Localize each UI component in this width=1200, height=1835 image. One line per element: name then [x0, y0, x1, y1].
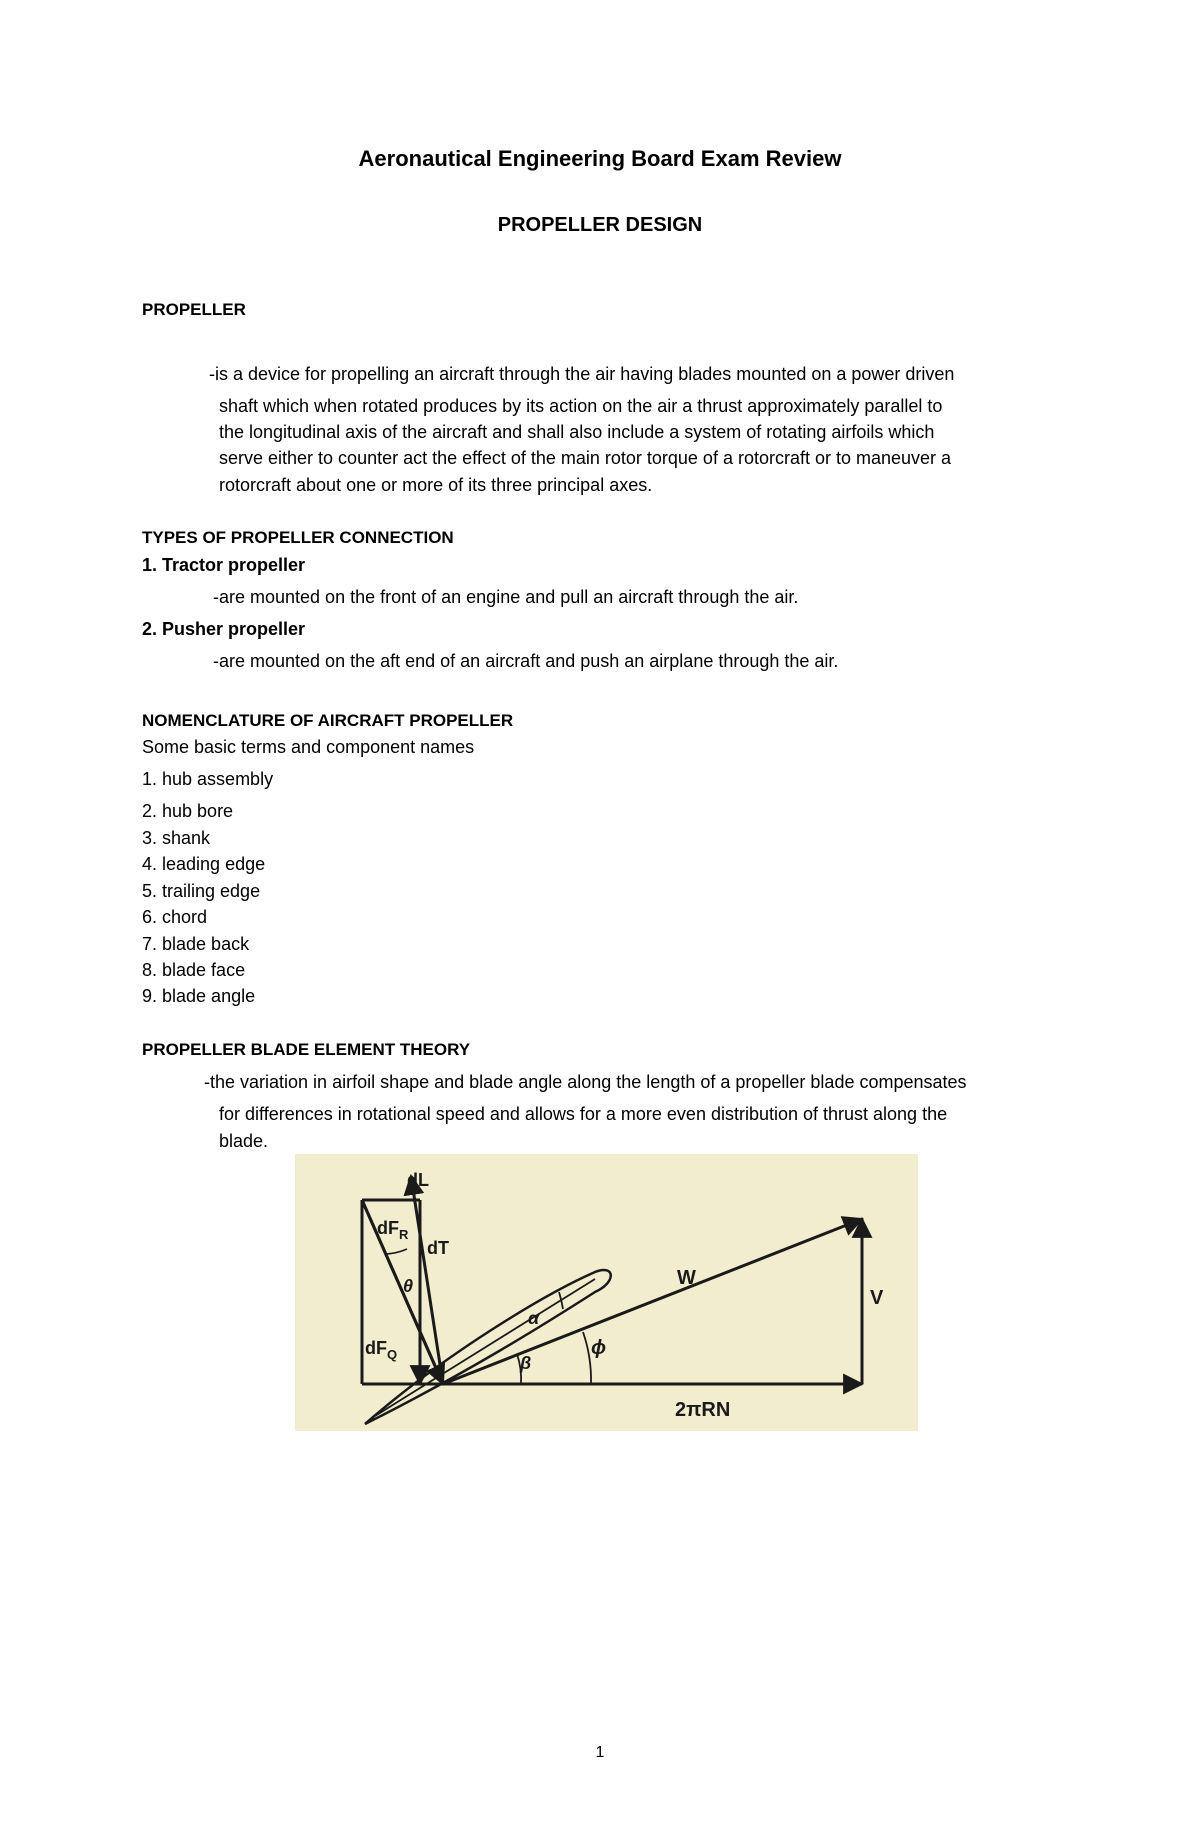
- label-alpha: α: [528, 1308, 540, 1328]
- document-title: Aeronautical Engineering Board Exam Review: [358, 146, 842, 171]
- label-dfq: $dF_Q$: [365, 1338, 398, 1362]
- label-dfr: $dF_R$: [377, 1218, 409, 1242]
- document-subtitle: PROPELLER DESIGN: [497, 214, 703, 236]
- connection-item-tractor-desc: -are mounted on the front of an engine and pull an aircraft through the air.: [213, 587, 799, 607]
- propeller-line-5: rotorcraft about one or more of its three principal axes.: [219, 475, 653, 495]
- label-base: 2πRN: [675, 1399, 731, 1421]
- section-heading-blade-theory: PROPELLER BLADE ELEMENT THEORY: [142, 1040, 471, 1059]
- nomenclature-item: 4. leading edge: [142, 854, 266, 874]
- label-beta: β: [520, 1353, 532, 1373]
- blade-element-svg: [295, 1154, 918, 1431]
- nomenclature-item: 7. blade back: [142, 934, 250, 954]
- w-arrow: [443, 1219, 862, 1384]
- page-number: 1: [595, 1744, 605, 1761]
- nomenclature-item: 9. blade angle: [142, 986, 256, 1006]
- section-heading-propeller: PROPELLER: [142, 300, 246, 319]
- nomenclature-item: 6. chord: [142, 907, 208, 927]
- phi-arc: [583, 1332, 591, 1384]
- label-dl: dL: [407, 1170, 429, 1190]
- blade-theory-line-1: -the variation in airfoil shape and blade angle along the length of a propeller blade compensates: [204, 1072, 967, 1092]
- nomenclature-item: 5. trailing edge: [142, 881, 261, 901]
- propeller-line-1: -is a device for propelling an aircraft through the air having blades mounted on a power driven: [209, 364, 955, 384]
- label-w: W: [677, 1267, 696, 1289]
- dl-arrow: [411, 1176, 443, 1384]
- propeller-line-3: the longitudinal axis of the aircraft and shall also include a system of rotating airfoils which: [219, 422, 935, 442]
- label-phi: ϕ: [591, 1337, 607, 1359]
- theta-arc: [385, 1249, 407, 1254]
- nomenclature-item: 2. hub bore: [142, 801, 234, 821]
- nomenclature-intro: Some basic terms and component names: [142, 737, 475, 757]
- section-heading-connection: TYPES OF PROPELLER CONNECTION: [142, 528, 454, 547]
- section-heading-nomenclature: NOMENCLATURE OF AIRCRAFT PROPELLER: [142, 711, 514, 730]
- propeller-line-4: serve either to counter act the effect of the main rotor torque of a rotorcraft or to maneuver a: [219, 448, 952, 468]
- blade-theory-line-3: blade.: [219, 1131, 269, 1151]
- nomenclature-item: 1. hub assembly: [142, 769, 274, 789]
- label-v: V: [870, 1287, 884, 1309]
- nomenclature-item: 3. shank: [142, 828, 211, 848]
- blade-element-diagram: [295, 1154, 918, 1431]
- blade-theory-line-2: for differences in rotational speed and allows for a more even distribution of thrust along the: [219, 1104, 948, 1124]
- connection-item-pusher-desc: -are mounted on the aft end of an aircraft and push an airplane through the air.: [213, 651, 839, 671]
- connection-item-tractor-label: 1. Tractor propeller: [142, 555, 306, 575]
- nomenclature-item: 8. blade face: [142, 960, 246, 980]
- connection-item-pusher-label: 2. Pusher propeller: [142, 619, 306, 639]
- propeller-line-2: shaft which when rotated produces by its action on the air a thrust approximately parallel to: [219, 396, 943, 416]
- label-theta: θ: [403, 1276, 414, 1296]
- label-dt: dT: [427, 1238, 449, 1258]
